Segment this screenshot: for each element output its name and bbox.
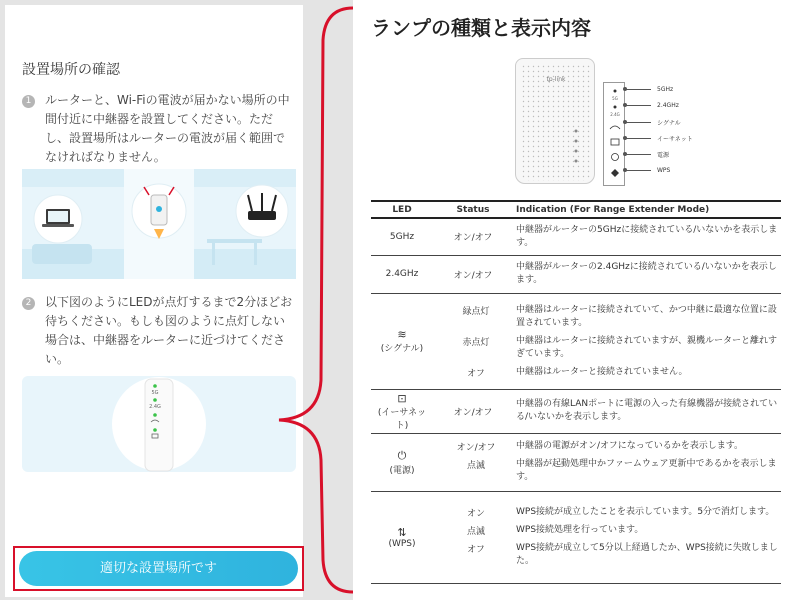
device-brand: tp-link — [546, 76, 566, 83]
callout-24ghz: 2.4GHz — [625, 102, 679, 109]
header-led: LED — [371, 201, 433, 218]
led-strip-diagram — [603, 82, 625, 186]
led-status-illustration — [22, 376, 296, 472]
step-1 — [22, 91, 294, 167]
section-title: 設置場所の確認 — [22, 62, 120, 78]
signal-icon: ≋ — [397, 328, 407, 341]
step-number-2: 2 — [22, 297, 35, 310]
table-row: 5GHz オン/オフ 中継器がルーターの5GHzに接続されている/いないかを表示します。 — [371, 218, 781, 255]
extender-icon — [132, 184, 186, 239]
wps-icon: ⇅ — [397, 525, 407, 539]
led-status-table — [371, 200, 781, 584]
callout-wps: WPS — [625, 167, 670, 174]
table-row: ≋ (シグナル) 緑点灯 中継器はルーターに接続されていて、かつ中継に最適な位置に設置されています。 赤点灯 中継器はルーターに接続されていますが、親機ルーターと離れすぎています。 オフ 中継器はルーターと接続されていません。 — [371, 293, 781, 389]
table-row: 2.4GHz オン/オフ 中継器がルーターの2.4GHzに接続されている/いないかを表示します。 — [371, 255, 781, 293]
mini-led-label-24g: 2.4G — [149, 404, 161, 410]
extender-device-image — [515, 58, 595, 184]
brace-connector — [265, 0, 365, 600]
step-1-text: ルーターと、Wi-Fiの電波が届かない場所の中間付近に中継器を設置してください。ただし、設置場所はルーターの電波が届く範囲でなければなりません。 — [45, 93, 290, 164]
callout-power: 電源 — [625, 150, 669, 159]
manual-title: ランプの種類と表示内容 — [371, 16, 591, 40]
header-indication: Indication (For Range Extender Mode) — [513, 201, 781, 218]
mini-led-label-5g: 5G — [151, 390, 159, 396]
power-icon: ⏻ — [397, 448, 407, 462]
confirm-placement-button[interactable]: 適切な設置場所です — [19, 551, 298, 586]
setup-screen — [5, 5, 303, 597]
header-status: Status — [433, 201, 513, 218]
laptop-icon — [34, 195, 82, 243]
table-row: ⇅ (WPS) オン WPS接続が成立したことを表示しています。5分で消灯します。 点滅 WPS接続処理を行っています。 オフ WPS接続が成立して5分以上経過したか、WPS接続に失敗しました。 — [371, 491, 781, 583]
ethernet-icon: ⊡ — [397, 391, 407, 405]
strip-label-5g: 5G — [612, 96, 618, 101]
manual-page — [353, 0, 800, 600]
step-2 — [22, 293, 294, 369]
placement-illustration — [22, 169, 296, 279]
callout-signal: シグナル — [625, 118, 681, 127]
callout-5ghz: 5GHz — [625, 86, 673, 93]
table-row: ⊡ (イーサネット) オン/オフ 中継器の有線LANポートに電源の入った有線機器が接続されている/いないかを表示します。 — [371, 389, 781, 433]
step-2-text: 以下図のようにLEDが点灯するまで2分ほどお待ちください。もしも図のように点灯しない場合は、中継器をルーターに近づけてください。 — [45, 295, 293, 366]
table-row: ⏻ (電源) オン/オフ 中継器の電源がオン/オフになっているかを表示します。 点滅 中継器が起動処理中かファームウェア更新中であるかを表示します。 — [371, 433, 781, 491]
callout-ethernet: イーサネット — [625, 134, 693, 143]
step-number-1: 1 — [22, 95, 35, 108]
strip-label-24g: 2.4G — [610, 112, 620, 117]
